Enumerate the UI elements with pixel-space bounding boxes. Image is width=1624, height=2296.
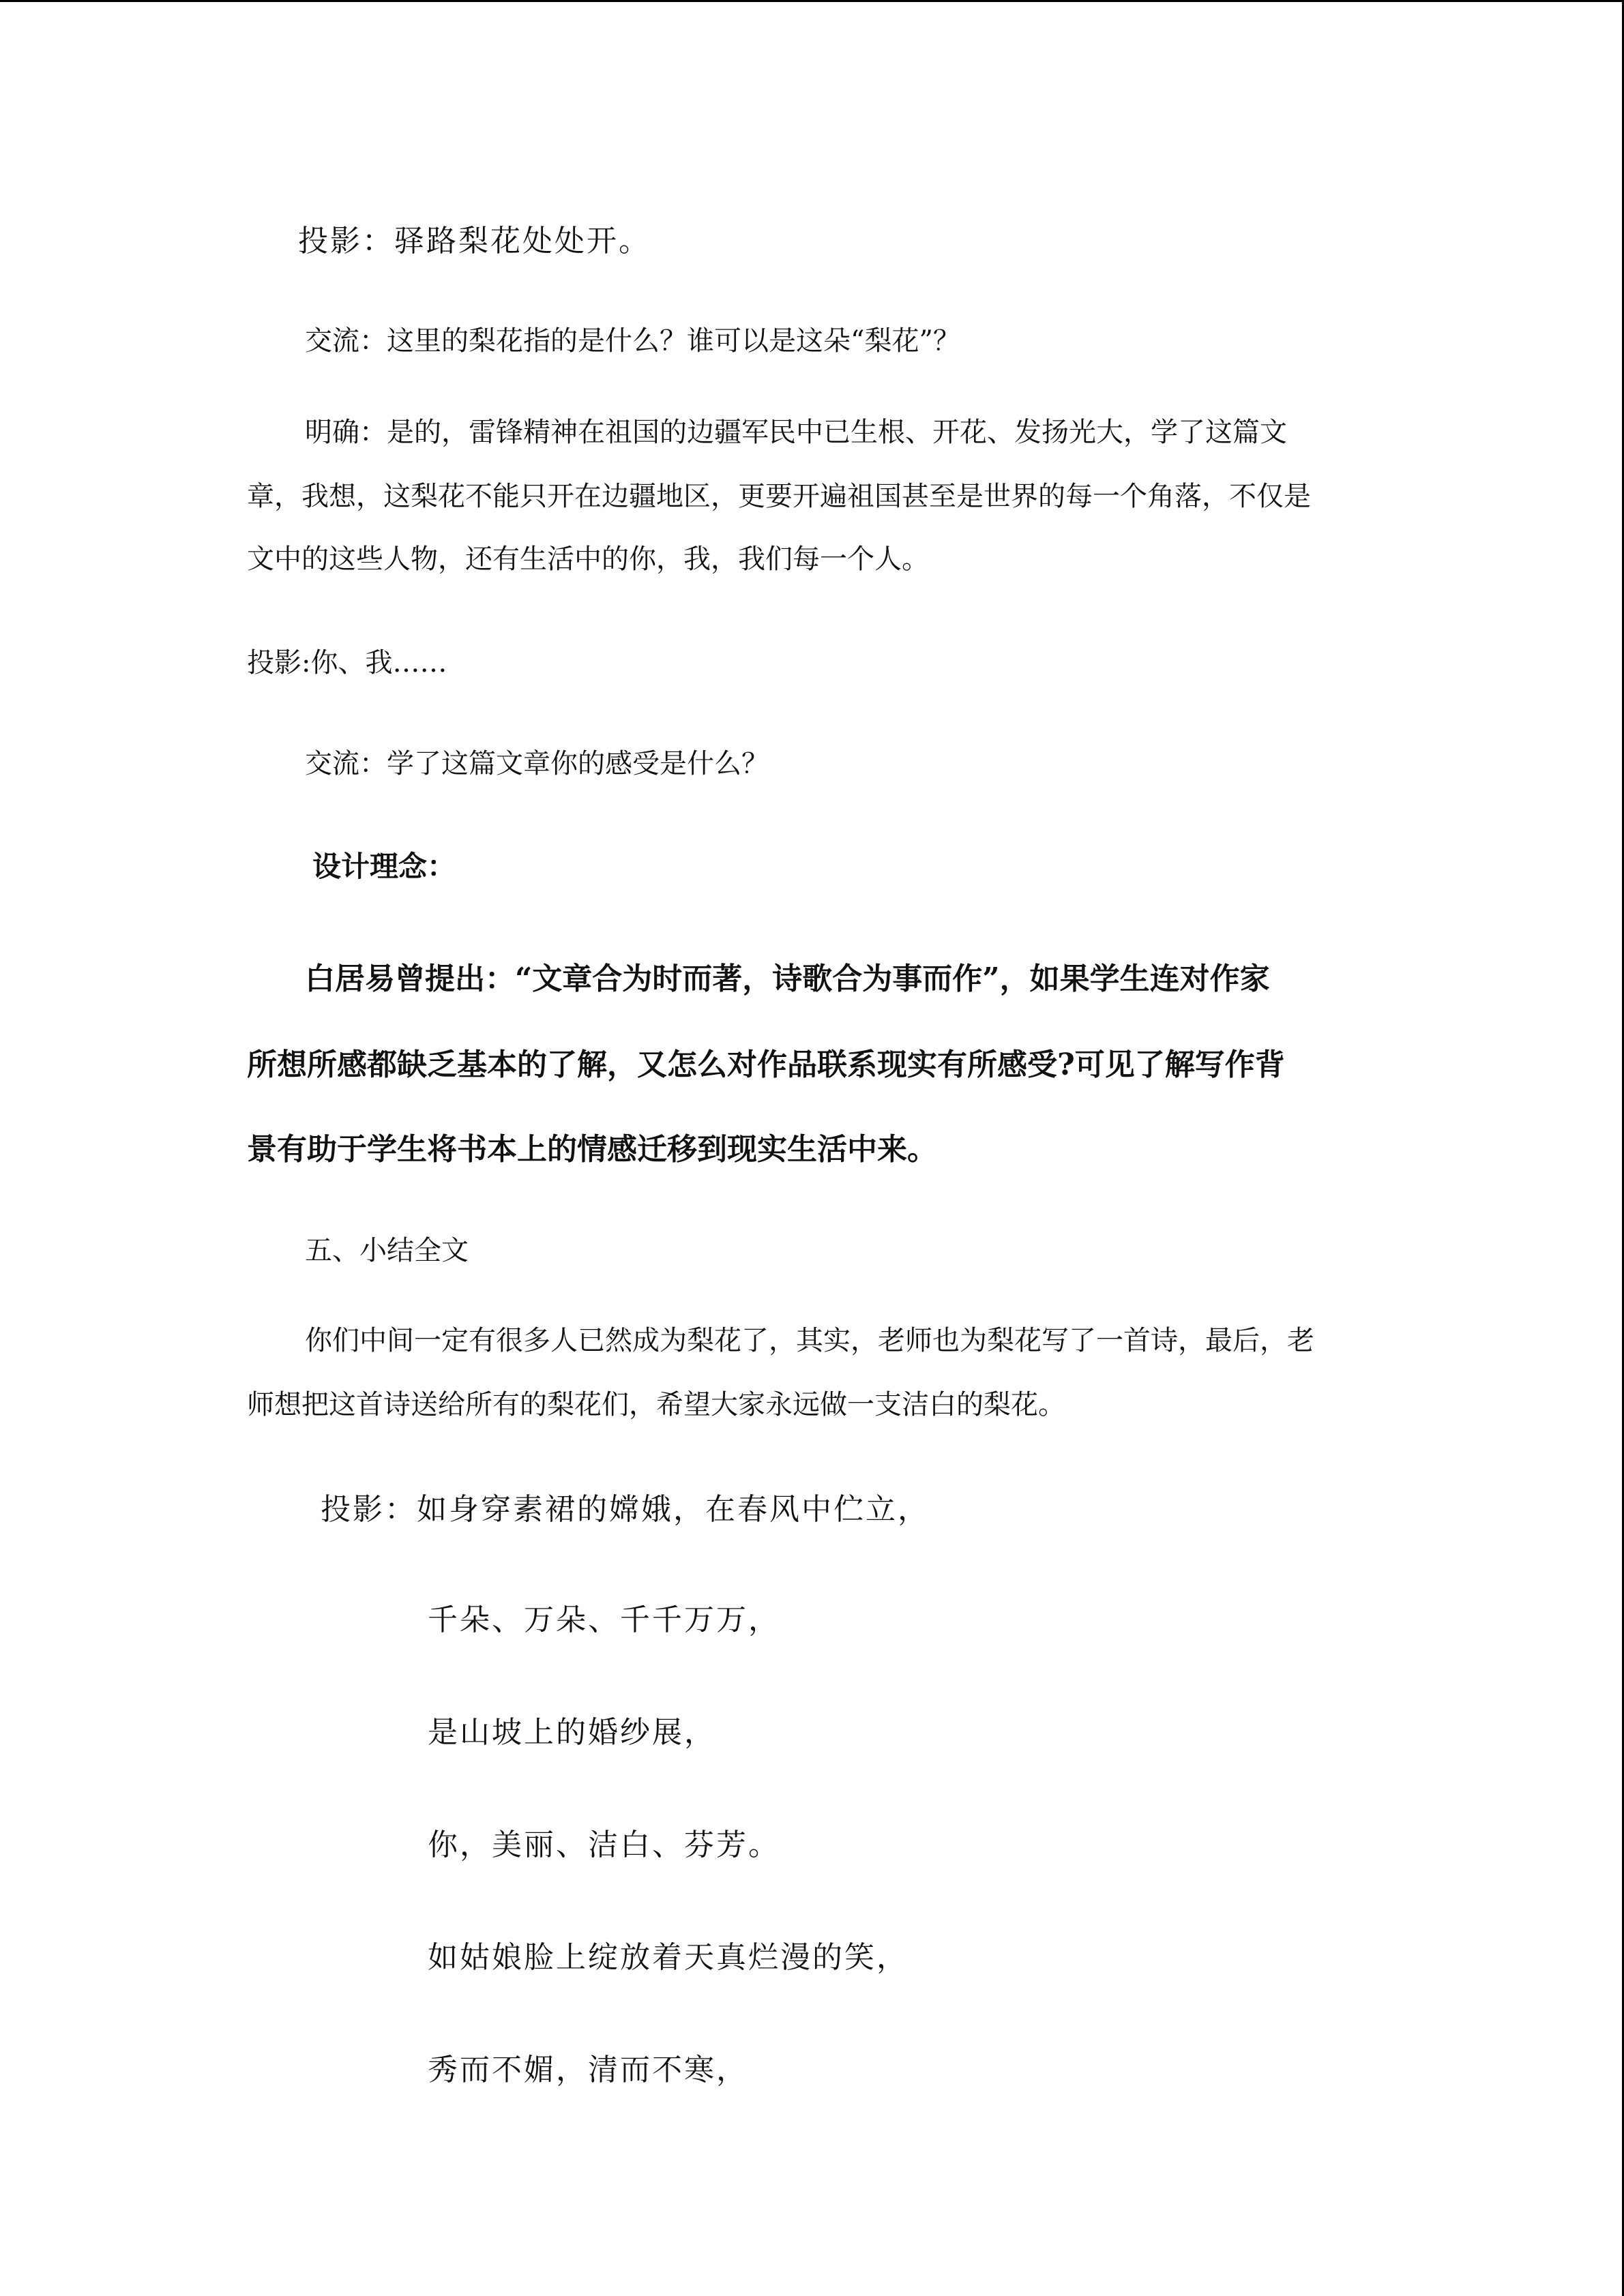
design-concept-line-1: 白居易曾提出：“文章合为时而著，诗歌合为事而作”，如果学生连对作家: [305, 961, 1270, 996]
summary-line-2: 师想把这首诗送给所有的梨花们，希望大家永远做一支洁白的梨花。: [247, 1389, 1065, 1420]
section-five-heading: 五、小结全文: [305, 1235, 469, 1266]
exchange-line-1: 交流：这里的梨花指的是什么？谁可以是这朵“梨花”？: [305, 325, 960, 357]
poem-line: 如姑娘脸上绽放着天真烂漫的笑，: [428, 1940, 909, 1975]
design-concept-line-3: 景有助于学生将书本上的情感迁移到现实生活中来。: [247, 1132, 937, 1167]
clarify-line-3: 文中的这些人物，还有生活中的你，我，我们每一个人。: [247, 543, 929, 575]
projection-line-2: 投影:你、我……: [247, 647, 447, 679]
summary-line-1: 你们中间一定有很多人已然成为梨花了，其实，老师也为梨花写了一首诗，最后，老: [305, 1325, 1314, 1356]
page-border-top: [0, 0, 1624, 2]
poem-line: 秀而不媚，清而不寒，: [428, 2053, 748, 2087]
poem-line: 你，美丽、洁白、芬芳。: [428, 1828, 780, 1862]
design-concept-title: 设计理念：: [312, 850, 456, 883]
poem-line: 是山坡上的婚纱展，: [428, 1715, 716, 1750]
design-concept-line-2: 所想所感都缺乏基本的了解，又怎么对作品联系现实有所感受?可见了解写作背: [247, 1047, 1285, 1082]
exchange-line-2: 交流：学了这篇文章你的感受是什么？: [305, 748, 769, 779]
poem-intro: 投影：如身穿素裙的嫦娥，在春风中伫立，: [321, 1492, 930, 1527]
clarify-line-2: 章，我想，这梨花不能只开在边疆地区，更要开遍祖国甚至是世界的每一个角落，不仅是: [247, 481, 1311, 512]
projection-line-1: 投影：驿路梨花处处开。: [298, 224, 651, 258]
poem-line: 千朵、万朵、千千万万，: [428, 1602, 780, 1637]
clarify-line-1: 明确：是的，雷锋精神在祖国的边疆军民中已生根、开花、发扬光大，学了这篇文: [305, 417, 1287, 448]
